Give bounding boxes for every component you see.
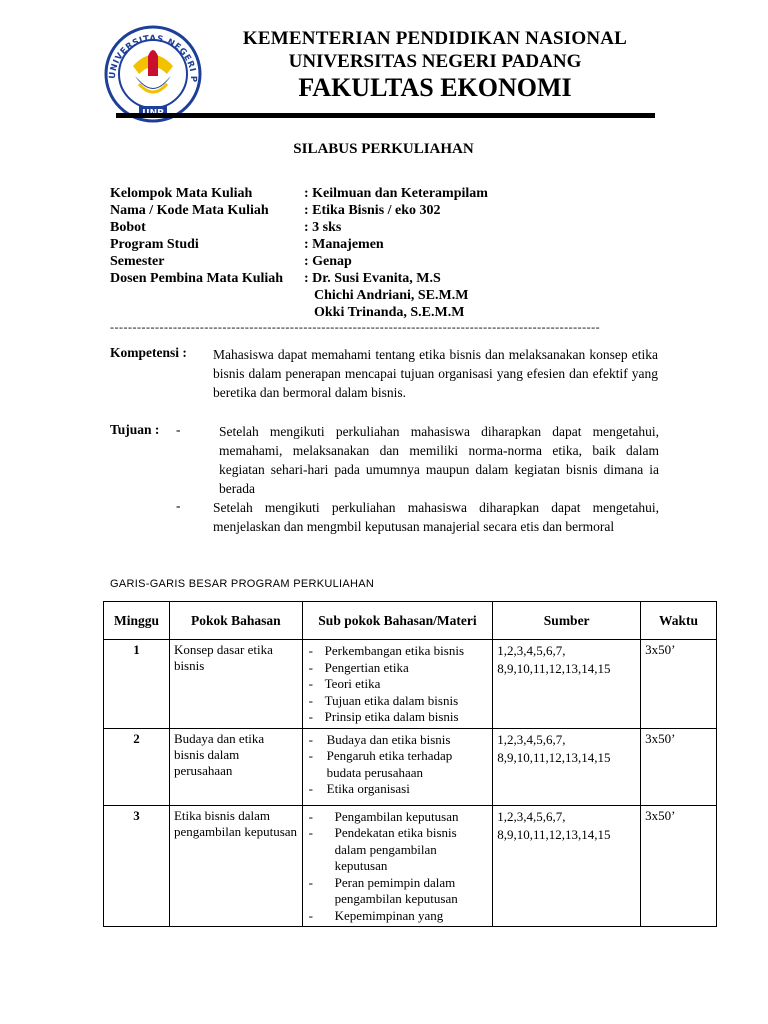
cell-sub — [302, 640, 493, 729]
info-value: : Genap — [304, 254, 352, 269]
info-row — [110, 271, 488, 288]
info-label: Kelompok Mata Kuliah — [110, 186, 253, 201]
tujuan-bullet: - — [176, 422, 181, 437]
tujuan-item-1: Setelah mengikuti perkuliahan mahasiswa diharapkan dapat mengetahui, memahami, melaksanakan dan memiliki norma-norma etika, baik dalam kegiatan sehari-hari pada umumnya maupun dalam kegiatan bisnis dimana ia berada — [219, 424, 659, 496]
sub-item: - Tujuan etika dalam bisnis — [308, 692, 459, 708]
university-logo — [103, 24, 203, 124]
col-header-waktu: Waktu — [641, 602, 717, 640]
info-row — [110, 220, 488, 237]
course-info — [110, 186, 488, 322]
tujuan-item-2: Setelah mengikuti perkuliahan mahasiswa diharapkan dapat mengetahui, menjelaskan dan mengmbil keputusan manajerial secara etis dan bermoral — [213, 500, 659, 534]
col-header-minggu: Minggu — [104, 602, 170, 640]
cell-pokok: Etika bisnis dalam pengambilan keputusan — [169, 805, 302, 927]
header-faculty: FAKULTAS EKONOMI — [298, 73, 572, 102]
cell-sub — [302, 728, 493, 805]
sub-item: - Perkembangan etika bisnis — [308, 643, 464, 658]
table-row — [104, 805, 717, 927]
col-header-sub: Sub pokok Bahasan/Materi — [302, 602, 493, 640]
info-label: Program Studi — [110, 237, 199, 252]
col-header-sumber: Sumber — [493, 602, 641, 640]
col-header-pokok: Pokok Bahasan — [169, 602, 302, 640]
info-value: : Etika Bisnis / eko 302 — [304, 203, 441, 218]
info-row — [110, 288, 488, 305]
cell-pokok: Konsep dasar etika bisnis — [169, 640, 302, 729]
kompetensi-label: Kompetensi : — [110, 345, 187, 360]
header-rule — [116, 113, 655, 118]
header-ministry: KEMENTERIAN PENDIDIKAN NASIONAL — [242, 28, 628, 49]
info-row — [110, 203, 488, 220]
info-row — [110, 254, 488, 271]
sub-item: - Pendekatan etika bisnis dalam pengambilan keputusan — [308, 825, 457, 873]
sub-item: - Kepemimpinan yang — [308, 907, 444, 923]
info-value: Okki Trinanda, S.E.M.M — [314, 305, 465, 320]
cell-waktu: 3x50’ — [641, 805, 717, 927]
info-label: Semester — [110, 254, 165, 269]
logo-ring-text: UNIVERSITAS NEGERI P — [107, 33, 199, 83]
info-row — [110, 186, 488, 203]
table-header-row — [104, 602, 717, 640]
sub-item: - Teori etika — [308, 676, 381, 691]
cell-minggu: 1 — [104, 640, 170, 729]
cell-sub — [302, 805, 493, 927]
table-row — [104, 640, 717, 729]
cell-minggu: 3 — [104, 805, 170, 927]
info-value: : 3 sks — [304, 220, 342, 235]
sub-item: - Prinsip etika dalam bisnis — [308, 709, 459, 724]
tujuan-bullet: - — [176, 498, 181, 513]
info-value: : Dr. Susi Evanita, M.S — [304, 271, 441, 286]
dashed-separator: ------------------------------------------------------------------------------------------------------------- — [110, 320, 601, 334]
gbpp-title: GARIS-GARIS BESAR PROGRAM PERKULIAHAN — [110, 578, 375, 590]
cell-sumber: 1,2,3,4,5,6,7, 8,9,10,11,12,13,14,15 — [493, 805, 641, 927]
header-university: UNIVERSITAS NEGERI PADANG — [288, 51, 582, 72]
info-label: Nama / Kode Mata Kuliah — [110, 203, 269, 218]
sub-item: - Peran pemimpin dalam pengambilan keputusan — [308, 874, 458, 906]
cell-minggu: 2 — [104, 728, 170, 805]
sub-item: - Budaya dan etika bisnis — [308, 731, 451, 747]
cell-sumber: 1,2,3,4,5,6,7, 8,9,10,11,12,13,14,15 — [493, 728, 641, 805]
info-value: : Manajemen — [304, 237, 384, 252]
table-row — [104, 728, 717, 805]
sub-item: - Pengaruh etika terhadap budata perusahaan — [308, 748, 453, 780]
document-title: SILABUS PERKULIAHAN — [293, 141, 474, 157]
cell-waktu: 3x50’ — [641, 640, 717, 729]
tujuan-label: Tujuan : — [110, 422, 160, 437]
info-value: : Keilmuan dan Keterampilam — [304, 186, 488, 201]
info-label: Bobot — [110, 220, 146, 235]
info-label — [110, 288, 301, 305]
info-label: Dosen Pembina Mata Kuliah — [110, 271, 284, 286]
kompetensi-text: Mahasiswa dapat memahami tentang etika bisnis dan melaksanakan konsep etika bisnis dalam penerapan mencapai tujuan organisasi yang efesien dan efektif yang beretika dan bermoral dalam bisnis. — [213, 347, 658, 400]
info-row — [110, 237, 488, 254]
sub-item: - Etika organisasi — [308, 781, 410, 796]
cell-pokok: Budaya dan etika bisnis dalam perusahaan — [169, 728, 302, 805]
cell-sumber: 1,2,3,4,5,6,7, 8,9,10,11,12,13,14,15 — [493, 640, 641, 729]
sub-item: - Pengambilan keputusan — [308, 808, 459, 824]
sub-item: - Pengertian etika — [308, 659, 409, 675]
cell-waktu: 3x50’ — [641, 728, 717, 805]
info-value: Chichi Andriani, SE.M.M — [314, 288, 469, 303]
syllabus-table — [103, 601, 717, 927]
